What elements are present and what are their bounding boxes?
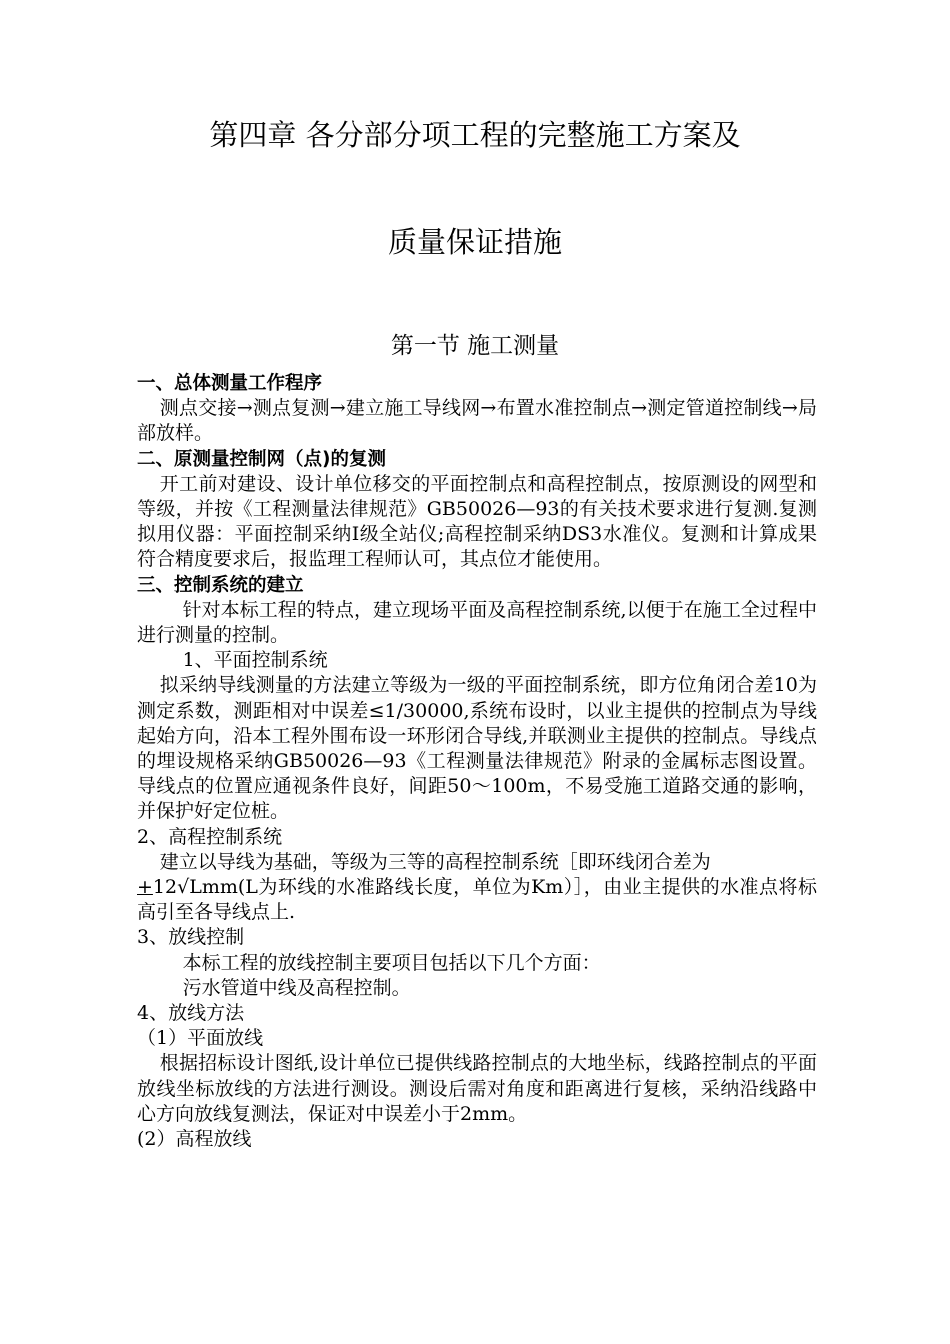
paragraph — [137, 875, 817, 925]
subheading: 2、高程控制系统 — [137, 825, 283, 848]
document-body — [137, 371, 817, 1152]
section-heading: 第一节 施工测量 — [390, 333, 560, 359]
paragraph: 根据招标设计图纸,设计单位已提供线路控制点的大地坐标，线路控制点的平面放线坐标放线的方法进行测设。测设后需对角度和距离进行复核，采纳沿线路中心方向放线复测法，保证对中误差小于2mm。 — [137, 1052, 817, 1125]
heading-1: 一、总体测量工作程序 — [137, 373, 323, 394]
paragraph: 开工前对建设、设计单位移交的平面控制点和高程控制点，按原测设的网型和等级，并按《工程测量法律规范》GB50026—93的有关技术要求进行复测.复测拟用仪器：平面控制采纳Ⅰ级全站仪;高程控制采纳DS3水准仪。复测和计算成果符合精度要求后，报监理工程师认可，其点位才能使用。 — [137, 472, 817, 571]
paragraph: 拟采纳导线测量的方法建立等级为一级的平面控制系统，即方位角闭合差10为测定系数，测距相对中误差≤1/30000,系统布设时，以业主提供的控制点为导线起始方向，沿本工程外围布设一环形闭合导线,并联测业主提供的控制点。导线点的埋设规格采纳GB50026—93《工程测量法律规范》附录的金属标志图设置。导线点的位置应通视条件良好，间距50～100m，不易受施工道路交通的影响，并保护好定位桩。 — [137, 674, 817, 823]
subheading: 3、放线控制 — [137, 926, 245, 949]
subheading: (2）高程放线 — [137, 1128, 252, 1151]
plus-sign: + — [137, 876, 153, 899]
subheading: （1）平面放线 — [137, 1027, 264, 1050]
paragraph: 建立以导线为基础，等级为三等的高程控制系统［即环线闭合差为 — [159, 850, 711, 873]
subheading: 4、放线方法 — [137, 1002, 245, 1025]
heading-2: 二、原测量控制网（点)的复测 — [137, 448, 386, 470]
paragraph-text: 12√Lmm(L为环线的水准路线长度，单位为Km）］，由业主提供的水准点将标高引至各导线点上. — [137, 876, 817, 924]
paragraph: 针对本标工程的特点，建立现场平面及高程控制系统,以便于在施工全过程中进行测量的控制。 — [137, 598, 817, 647]
heading-3: 三、控制系统的建立 — [137, 574, 304, 596]
chapter-title-line-2: 质量保证措施 — [387, 225, 562, 259]
subheading: 1、平面控制系统 — [182, 649, 328, 672]
paragraph: 本标工程的放线控制主要项目包括以下几个方面： — [182, 951, 601, 974]
chapter-title-line-1: 第四章 各分部分项工程的完整施工方案及 — [209, 118, 741, 152]
paragraph: 测点交接→测点复测→建立施工导线网→布置水准控制点→测定管道控制线→局部放样。 — [137, 397, 817, 445]
paragraph: 污水管道中线及高程控制。 — [182, 976, 411, 999]
